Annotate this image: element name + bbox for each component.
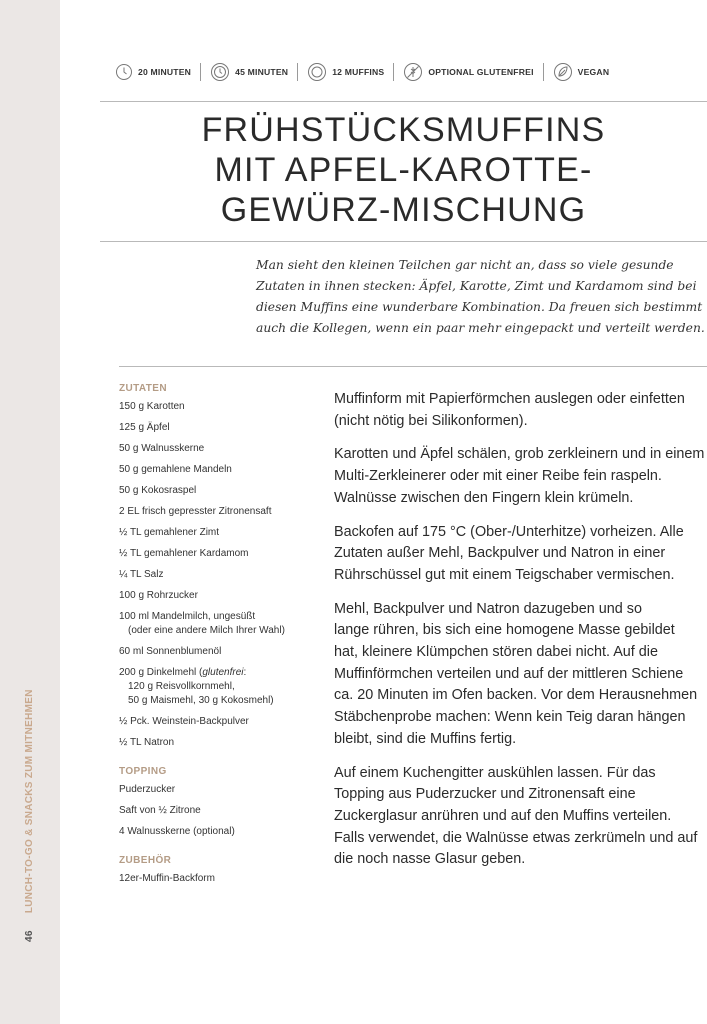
instruction-line: Muffinform mit Papierförmchen auslegen oder einfetten (334, 391, 685, 407)
meta-divider (543, 63, 544, 81)
instruction-line: Zuckerglasur anrühren und auf den Muffins verteilen. (334, 807, 672, 824)
wheat-crossed-icon (403, 62, 423, 82)
topping-heading: TOPPING (119, 766, 167, 777)
equipment-heading: ZUBEHÖR (119, 855, 172, 866)
ingredient-item: ½ TL gemahlener Zimt (119, 527, 220, 538)
chapter-title: LUNCH-TO-GO & SNACKS ZUM MITNEHMEN (24, 689, 35, 914)
instruction-line: Auf einem Kuchengitter auskühlen lassen. Für das (334, 764, 656, 781)
instruction-line: Stäbchenprobe machen: Wenn kein Teig daran hängen (334, 709, 686, 726)
topping-item: Saft von ½ Zitrone (119, 805, 201, 816)
instruction-line: (nicht nötig bei Silikonformen). (334, 412, 528, 429)
recipe-meta-bar (115, 60, 707, 84)
clock-icon (115, 63, 133, 81)
instructions-column (334, 377, 706, 883)
ingredient-item: 2 EL frisch gepresster Zitronensaft (119, 506, 272, 517)
ingredient-subline: 120 g Reisvollkornmehl, (128, 681, 235, 692)
instruction-line: die noch nasse Glasur geben. (334, 851, 526, 868)
intro-line: diesen Muffins eine wunderbare Kombination. Da freuen sich bestimmt (256, 300, 703, 314)
instruction-line: hat, kleinere Klümpchen stören dabei nicht. Auf die (334, 644, 658, 661)
instruction-line: Walnüsse zwischen den Fingern klein krümeln. (334, 489, 634, 506)
intro-line: Zutaten in ihnen stecken: Äpfel, Karotte, Zimt und Kardamom sind bei (256, 279, 697, 293)
meta-bake-time (210, 62, 288, 82)
meta-glutenfree (403, 62, 533, 82)
instruction-line: Rührschüssel gut mit einem Teigschaber vermischen. (334, 566, 675, 583)
ingredient-item (119, 610, 324, 638)
meta-vegan-label: VEGAN (577, 67, 610, 77)
muffin-icon (307, 62, 327, 82)
ingredient-item: 125 g Äpfel (119, 422, 170, 433)
page-number: 46 (24, 930, 35, 942)
meta-vegan (553, 62, 610, 82)
ingredient-item: ½ TL Natron (119, 737, 175, 748)
ingredient-item: ½ Pck. Weinstein-Backpulver (119, 716, 249, 727)
intro-line: auch die Kollegen, wenn ein paar mehr eingepackt und verteilt werden. (256, 321, 705, 335)
instruction-line: Karotten und Äpfel schälen, grob zerkleinern und in einem (334, 446, 705, 463)
ingredient-item (119, 666, 324, 708)
meta-glutenfree-label: OPTIONAL GLUTENFREI (428, 67, 534, 77)
ingredients-heading: ZUTATEN (119, 383, 167, 394)
oven-timer-icon (210, 62, 230, 82)
instruction-line: Backofen auf 175 °C (Ober-/Unterhitze) vorheizen. Alle (334, 523, 684, 540)
recipe-title (100, 110, 707, 230)
title-top-rule (100, 101, 707, 102)
title-bottom-rule (100, 241, 707, 242)
ingredient-note: glutenfrei (202, 667, 244, 678)
instruction-line: bleibt, sind die Muffins fertig. (334, 730, 517, 747)
running-footer (24, 689, 35, 942)
instruction-line: lange rühren, bis sich eine homogene Masse gebildet (334, 622, 675, 639)
meta-bake-time-label: 45 MINUTEN (235, 67, 289, 77)
title-line: GEWÜRZ-MISCHUNG (220, 191, 587, 229)
instruction-line: Zutaten außer Mehl, Backpulver und Natron in einer (334, 545, 666, 562)
recipe-intro (256, 255, 707, 339)
leaf-icon (553, 62, 573, 82)
instruction-line: Multi-Zerkleinerer oder mit einer Reibe fein raspeln. (334, 468, 662, 485)
title-line: MIT APFEL-KAROTTE- (214, 151, 593, 189)
ingredient-item: 50 g gemahlene Mandeln (119, 464, 232, 475)
ingredient-item: 50 g Kokosraspel (119, 485, 197, 496)
ingredient-subline: 50 g Maismehl, 30 g Kokosmehl) (128, 695, 274, 706)
meta-divider (297, 63, 298, 81)
meta-yield-label: 12 MUFFINS (332, 67, 385, 77)
meta-yield (307, 62, 384, 82)
meta-prep-time-label: 20 MINUTEN (138, 67, 192, 77)
intro-line: Man sieht den kleinen Teilchen gar nicht an, dass so viele gesunde (256, 258, 674, 272)
ingredient-line: 100 ml Mandelmilch, ungesüßt (119, 611, 256, 622)
ingredient-item: 50 g Walnusskerne (119, 443, 205, 454)
ingredients-column (119, 383, 324, 893)
ingredient-line: 200 g Dinkelmehl ( (119, 667, 203, 678)
instruction-line: Falls verwendet, die Walnüsse etwas zerkrümeln und auf (334, 829, 698, 846)
ingredient-colon: : (243, 667, 247, 678)
ingredient-item: 60 ml Sonnenblumenöl (119, 646, 222, 657)
meta-divider (393, 63, 394, 81)
intro-bottom-rule (119, 366, 707, 367)
ingredient-item: 100 g Rohrzucker (119, 590, 198, 601)
instruction-line: ca. 20 Minuten im Ofen backen. Vor dem Herausnehmen (334, 687, 698, 704)
instruction-line: Mehl, Backpulver und Natron dazugeben und so (334, 600, 643, 617)
instruction-line: Topping aus Puderzucker und Zitronensaft eine (334, 786, 636, 803)
topping-item: 4 Walnusskerne (optional) (119, 826, 235, 837)
topping-item: Puderzucker (119, 784, 176, 795)
ingredient-item: ¼ TL Salz (119, 569, 164, 580)
title-line: FRÜHSTÜCKSMUFFINS (201, 111, 606, 149)
ingredient-item: ½ TL gemahlener Kardamom (119, 548, 249, 559)
ingredient-item: 150 g Karotten (119, 401, 185, 412)
meta-prep-time (115, 63, 191, 81)
instruction-line: Muffinförmchen verteilen und auf der mittleren Schiene (334, 665, 684, 682)
equipment-item: 12er-Muffin-Backform (119, 873, 215, 884)
ingredient-subline: (oder eine andere Milch Ihrer Wahl) (128, 625, 285, 636)
meta-divider (200, 63, 201, 81)
